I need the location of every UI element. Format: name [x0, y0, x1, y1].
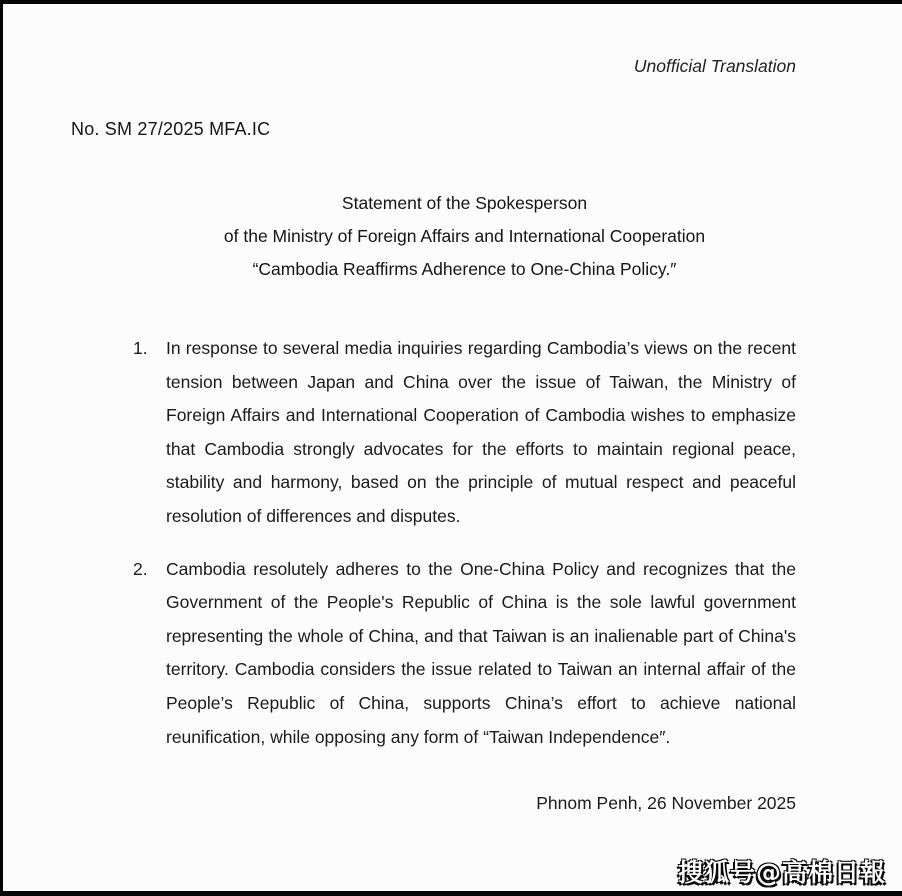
- dateline: Phnom Penh, 26 November 2025: [536, 793, 796, 814]
- paragraph-text: In response to several media inquiries regarding Cambodia’s views on the recent tension between Japan and China over the issue of Taiwan, the Ministry of Foreign Affairs and International Cooperation of Cambodia wishes to emphasize that Cambodia strongly advocates for the efforts to maintain regional peace, stability and harmony, based on the principle of mutual respect and peaceful resolution of differences and disputes.: [166, 338, 796, 526]
- page-border-left: [0, 0, 3, 896]
- paragraph-number: 2.: [133, 558, 148, 579]
- statement-body: [0, 332, 902, 754]
- sohu-watermark: 搜狐号@高棉日報: [677, 858, 886, 887]
- statement-title-line-3: “Cambodia Reaffirms Adherence to One-China Policy.″: [252, 259, 677, 279]
- reference-number: No. SM 27/2025 MFA.IC: [71, 119, 271, 139]
- paragraph-text: Cambodia resolutely adheres to the One-China Policy and recognizes that the Government of the People's Republic of China is the sole lawful government representing the whole of China, and that Taiwan is an inalienable part of China's territory. Cambodia considers the issue related to Taiwan an internal affair of the People’s Republic of China, supports China’s effort to achieve national reunification, while opposing any form of “Taiwan Independence″.: [166, 558, 796, 747]
- list-item: [133, 332, 796, 534]
- statement-title-line-1: Statement of the Spokesperson: [341, 193, 588, 213]
- page-border-bottom: [0, 891, 902, 896]
- paragraph-number: 1.: [133, 338, 148, 358]
- statement-title: [133, 187, 796, 286]
- page-border-top: [0, 0, 902, 4]
- statement-title-line-2: of the Ministry of Foreign Affairs and International Cooperation: [223, 226, 706, 246]
- list-item: [133, 553, 796, 755]
- unofficial-translation-note: Unofficial Translation: [633, 56, 796, 76]
